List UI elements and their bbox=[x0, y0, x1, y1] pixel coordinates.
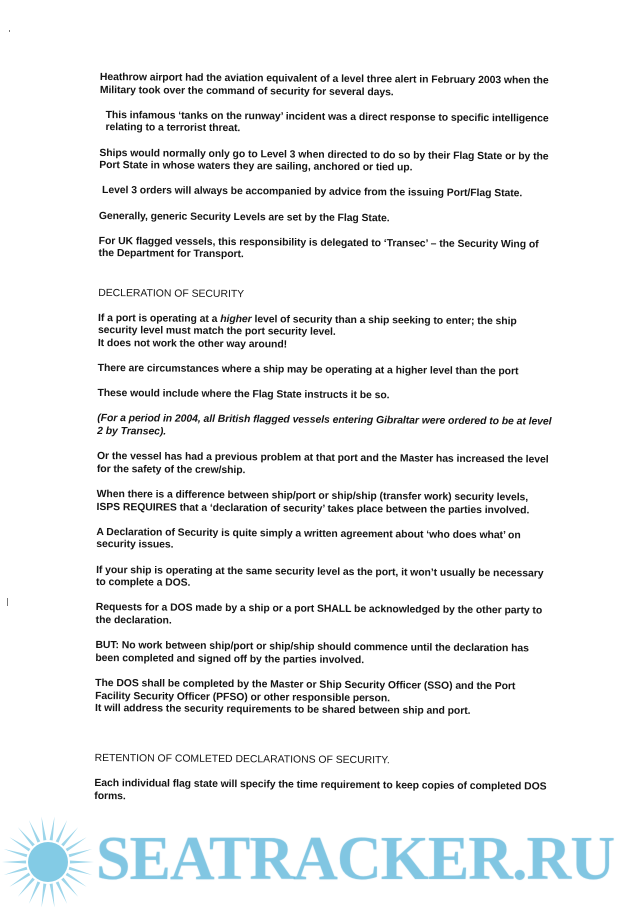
sun-ray bbox=[70, 860, 94, 863]
sun-ray bbox=[69, 849, 93, 857]
sun-ray bbox=[4, 867, 28, 875]
paragraph bbox=[95, 678, 550, 719]
emphasis-text: higher bbox=[220, 313, 252, 325]
paragraph: This infamous ‘tanks on the runway’ incident was a direct response to specific intelligence relating to a terrorist threat. bbox=[105, 109, 549, 135]
text-run: level of security than a ship seeking to enter; the ship security level must match the port security level. bbox=[97, 313, 517, 339]
paragraph: BUT: No work between ship/port or ship/ship should commence until the declaration has been completed and signed off by the parties involved. bbox=[95, 640, 529, 666]
sun-ray bbox=[69, 867, 93, 875]
scan-speck bbox=[9, 30, 10, 32]
paragraph: For UK flagged vessels, this responsibility is delegated to ‘Transec’ – the Security Wing of the Department for Transport. bbox=[98, 235, 539, 261]
sun-ray bbox=[50, 816, 55, 840]
sun-ray bbox=[2, 860, 26, 863]
watermark bbox=[0, 812, 641, 907]
paragraph bbox=[98, 313, 553, 354]
paragraph: Each individual flag state will specify the time requirement to keep copies of completed DOS forms. bbox=[94, 778, 547, 803]
paragraph: Requests for a DOS made by a ship or a port SHALL be acknowledged by the other party to the declaration. bbox=[95, 602, 543, 627]
paragraph: If your ship is operating at the same security level as the port, it won’t usually be necessary to complete a DOS. bbox=[95, 564, 544, 589]
paragraph: A Declaration of Security is quite simply a written agreement about ‘who does what’ on security issues. bbox=[96, 526, 521, 551]
paragraph: Heathrow airport had the aviation equivalent of a level three alert in February 2003 when the Military took over the command of security for several days. bbox=[99, 72, 549, 98]
paragraph: These would include where the Flag State instructs it be so. bbox=[97, 388, 390, 402]
paragraph: Level 3 orders will always be accompanied by advice from the issuing Port/Flag State. bbox=[102, 185, 523, 200]
document-body bbox=[94, 72, 555, 820]
text-run: It does not work the other way around! bbox=[97, 337, 288, 351]
sun-burst-icon bbox=[0, 812, 110, 907]
paragraph: Or the vessel has had a previous problem at that port and the Master has increased the level for the safety of the crew/ship. bbox=[96, 451, 549, 476]
text-run: It will address the security requirements to be shared between ship and port. bbox=[94, 703, 471, 718]
sun-ray bbox=[29, 881, 40, 904]
paragraph: (For a period in 2004, all British flagged vessels entering Gibraltar were ordered to be at level 2 by Transec). bbox=[97, 413, 552, 438]
sun-ray bbox=[56, 881, 67, 904]
scan-speck bbox=[7, 598, 8, 606]
sun-ray bbox=[4, 849, 28, 857]
spacer bbox=[95, 728, 550, 757]
sun-ray bbox=[29, 820, 40, 843]
sun-ray bbox=[41, 884, 46, 907]
section-heading: RETENTION OF COMLETED DECLARATIONS OF SECURITY. bbox=[94, 753, 390, 767]
paragraph: Generally, generic Security Levels are set by the Flag State. bbox=[98, 210, 390, 224]
section-heading: DECLERATION OF SECURITY bbox=[98, 287, 245, 300]
sun-ray bbox=[56, 820, 67, 843]
text-run: If a port is operating at a bbox=[98, 312, 221, 325]
sun-ray bbox=[50, 884, 55, 907]
paragraph: Ships would normally only go to Level 3 when directed to do so by their Flag State or by the Port State in whose waters they are sailing, anchored or tied up. bbox=[99, 147, 549, 174]
sun-ray bbox=[41, 816, 46, 840]
paragraph: There are circumstances where a ship may be operating at a higher level than the port bbox=[97, 363, 519, 378]
text-run: The DOS shall be completed by the Master or Ship Security Officer (SSO) and the Port Facility Security Officer (PFSO) or other responsible person. bbox=[95, 677, 516, 704]
watermark-text: SEATRACKER.RU bbox=[96, 825, 615, 893]
paragraph: When there is a difference between ship/port or ship/ship (transfer work) security levels, ISPS REQUIRES that a ‘declaration of security’ takes place between the parties involved. bbox=[96, 488, 530, 516]
